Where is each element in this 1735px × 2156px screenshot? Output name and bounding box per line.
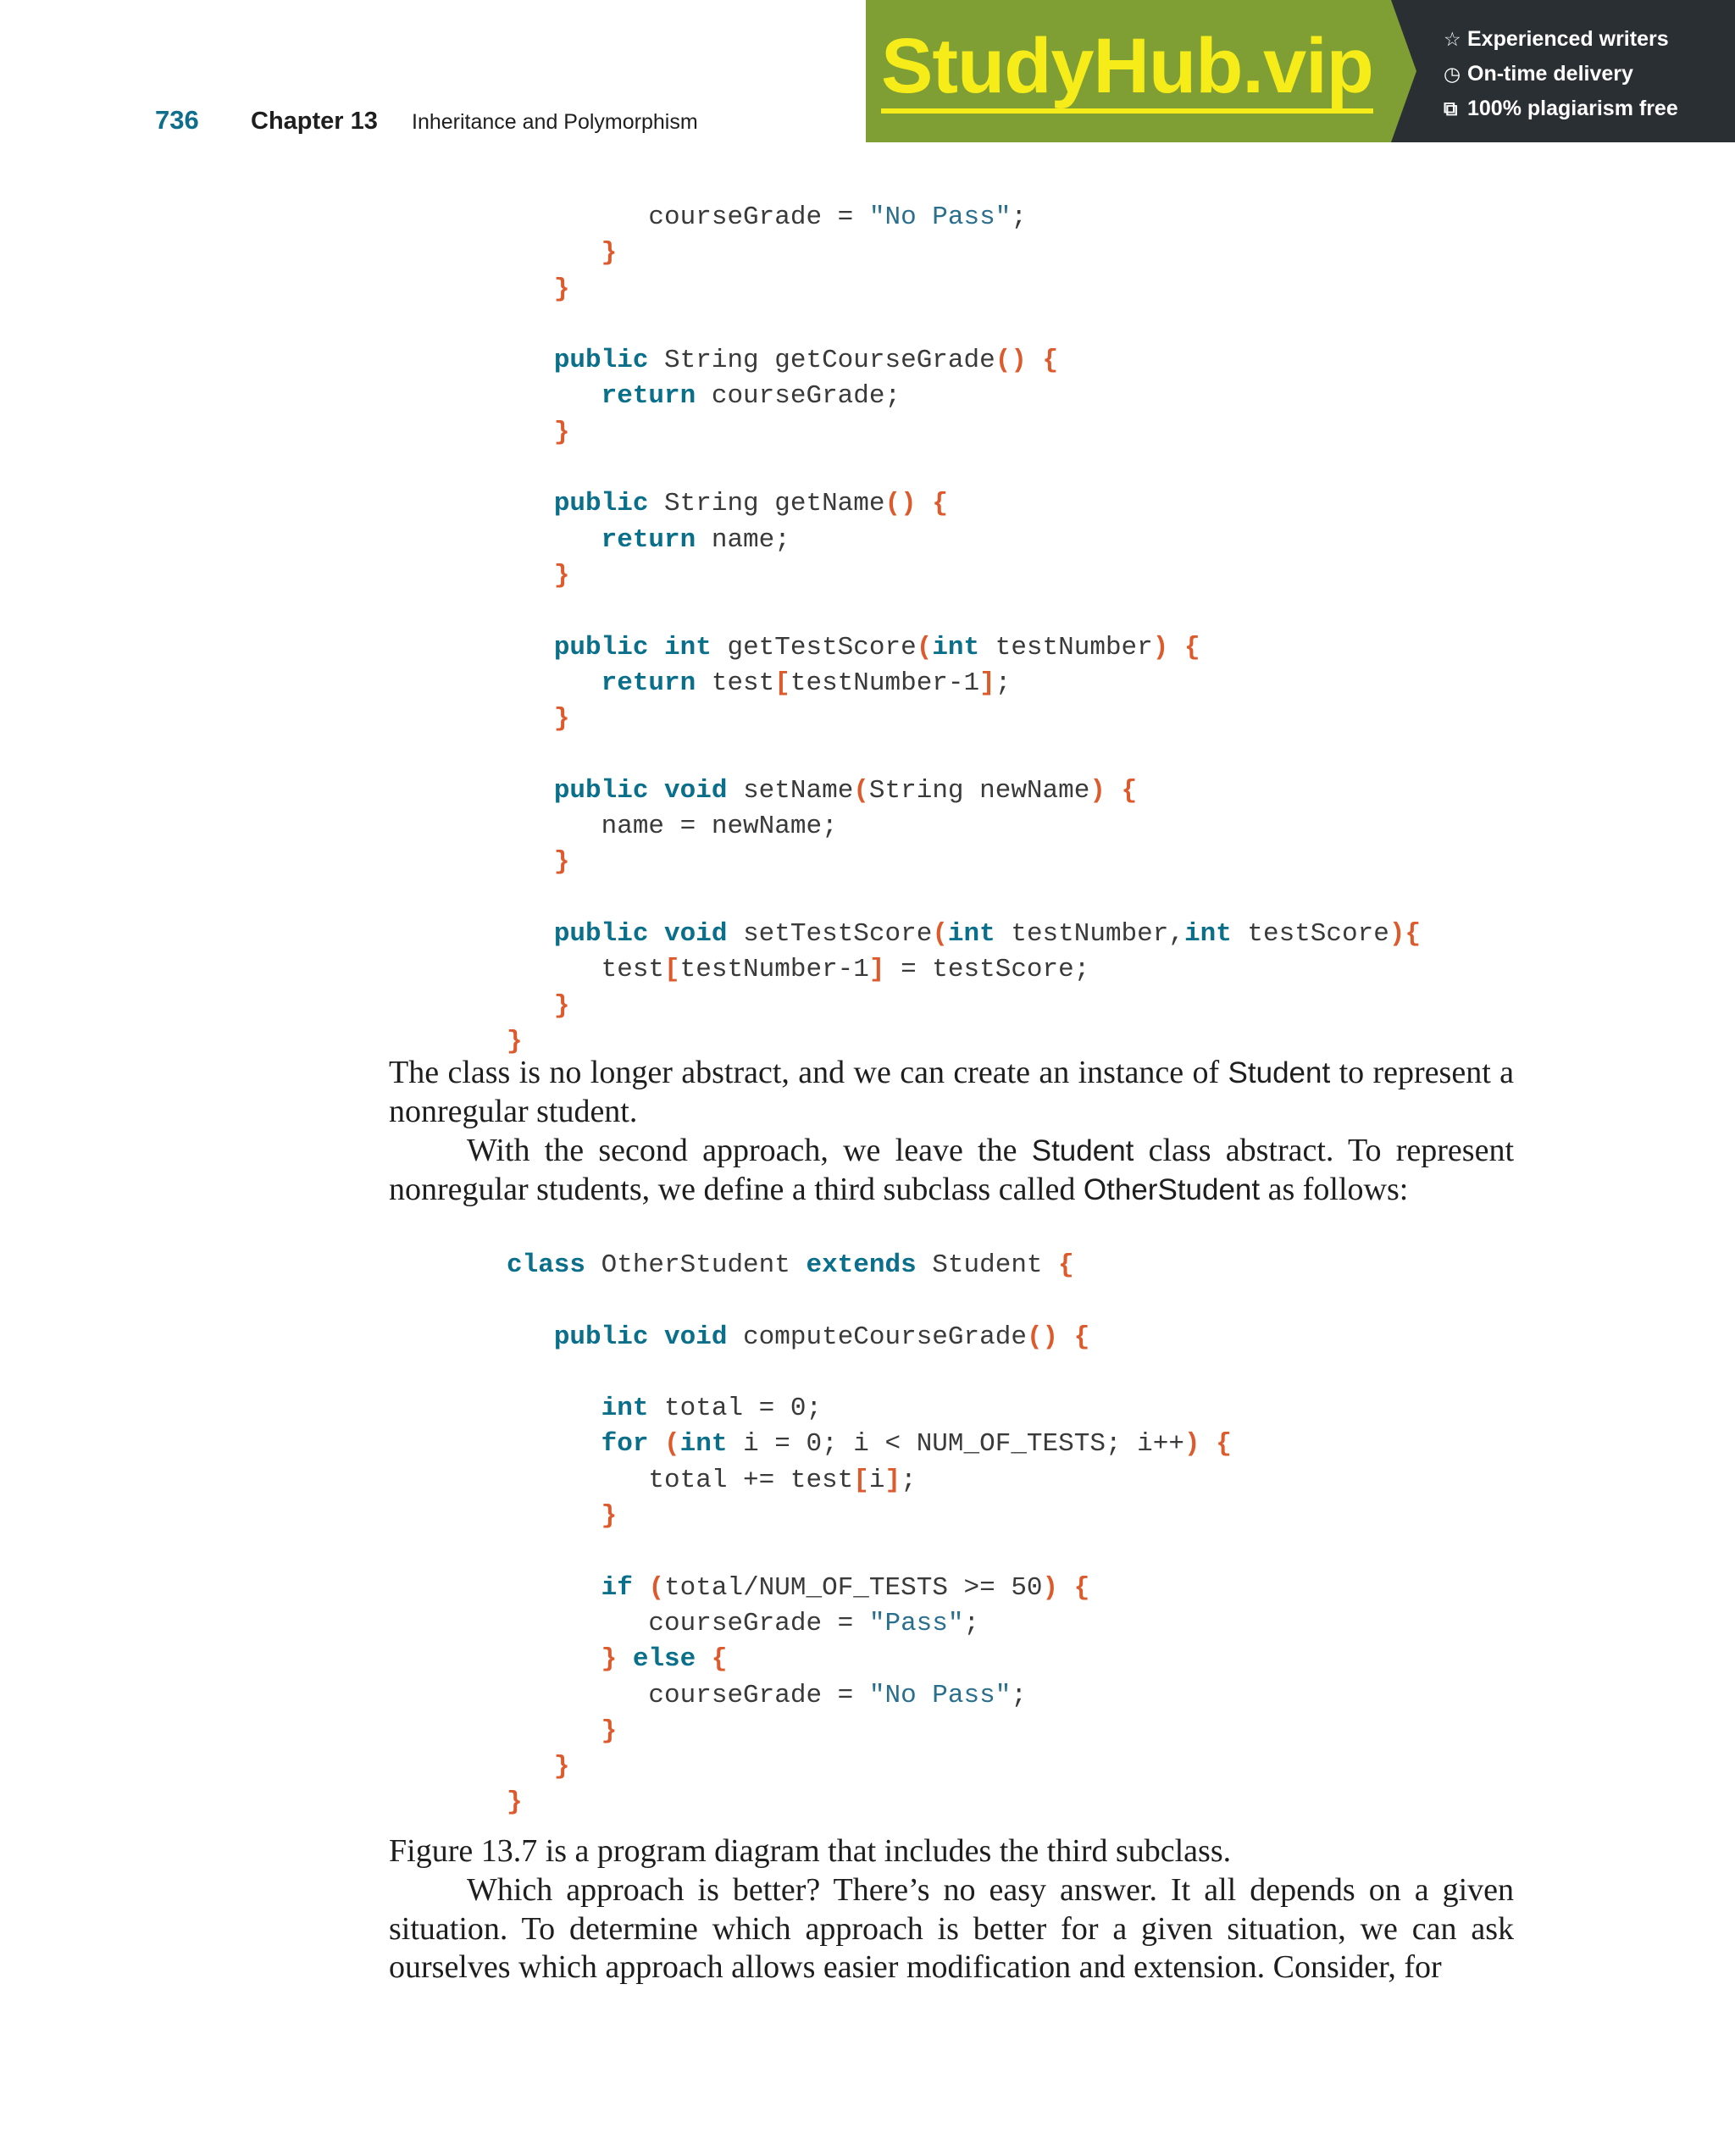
- code-line: }: [553, 274, 570, 304]
- code-line: public void computeCourseGrade() {: [553, 1322, 1090, 1352]
- code-line: }: [553, 417, 570, 447]
- body-paragraph: [389, 1054, 1514, 1131]
- code-line: return courseGrade;: [601, 381, 901, 412]
- code-line: test[testNumber-1] = testScore;: [507, 955, 1090, 985]
- code-line: name = newName;: [507, 812, 838, 842]
- code-line: courseGrade = "Pass";: [507, 1608, 980, 1638]
- code-line: public String getCourseGrade() {: [553, 346, 1059, 376]
- chapter-title: Inheritance and Polymorphism: [412, 110, 698, 134]
- chapter-label: Chapter 13: [251, 108, 378, 135]
- studyhub-logo[interactable]: StudyHub.vip: [881, 24, 1373, 114]
- code-line: courseGrade = "No Pass";: [507, 202, 1027, 232]
- clock-icon: ◷: [1444, 63, 1461, 85]
- studyhub-banner[interactable]: [866, 0, 1735, 142]
- page-number: 736: [155, 105, 199, 135]
- code-line: }: [507, 1026, 523, 1056]
- code-line: public int getTestScore(int testNumber) {: [553, 632, 1200, 662]
- paragraph-text: to represent a nonregular student.: [389, 1055, 1514, 1129]
- code-line: [507, 1534, 1232, 1570]
- body-paragraph: Which approach is better? There’s no easy answer. It all depends on a given situation. To determine which approach is better for a given situation, we can ask ourselves which approach allows easier modification and extension. Consider, for: [389, 1872, 1514, 1985]
- code-line: int total = 0;: [601, 1394, 823, 1424]
- banner-feature: [1444, 22, 1732, 57]
- code-line: public void setTestScore(int testNumber,int testScore){: [553, 918, 1422, 949]
- code-line: for (int i = 0; i < NUM_OF_TESTS; i++) {: [601, 1429, 1232, 1460]
- code-line: [507, 451, 1421, 486]
- code-line: return test[testNumber-1];: [601, 668, 1012, 698]
- code-line: }: [601, 238, 618, 269]
- banner-feature-text: Experienced writers: [1467, 27, 1669, 51]
- code-line: }: [553, 990, 570, 1021]
- code-line: public String getName() {: [553, 489, 948, 519]
- code-line: [507, 881, 1421, 917]
- code-line: [507, 594, 1421, 629]
- star-icon: ☆: [1444, 28, 1461, 50]
- inline-code: OtherStudent: [1083, 1172, 1261, 1206]
- banner-feature-text: 100% plagiarism free: [1467, 97, 1678, 120]
- code-line: public void setName(String newName) {: [553, 775, 1138, 806]
- copy-icon: ⧉: [1444, 97, 1458, 119]
- code-listing-student: [507, 200, 1421, 1060]
- banner-feature: [1444, 91, 1732, 126]
- code-line: [507, 308, 1421, 343]
- paragraph-text: The class is no longer abstract, and we can create an instance of: [389, 1055, 1228, 1090]
- banner-feature-text: On-time delivery: [1467, 62, 1633, 86]
- code-line: }: [553, 1752, 570, 1782]
- code-line: class OtherStudent extends Student {: [507, 1250, 1074, 1280]
- code-line: }: [507, 1787, 523, 1818]
- code-line: }: [553, 560, 570, 590]
- code-line: [507, 1355, 1232, 1391]
- paragraph-text: as follows:: [1260, 1171, 1409, 1207]
- banner-feature: [1444, 57, 1732, 91]
- code-listing-otherstudent: [507, 1248, 1232, 1821]
- code-line: }: [553, 704, 570, 734]
- inline-code: Student: [1031, 1134, 1134, 1167]
- code-line: if (total/NUM_OF_TESTS >= 50) {: [601, 1572, 1090, 1603]
- code-line: }: [553, 847, 570, 878]
- paragraph-text: With the second approach, we leave the: [467, 1133, 1032, 1168]
- running-header: [155, 105, 698, 139]
- code-line: return name;: [601, 524, 790, 555]
- body-paragraph: [389, 1132, 1514, 1209]
- inline-code: Student: [1228, 1056, 1331, 1089]
- code-line: [507, 737, 1421, 773]
- code-line: }: [601, 1715, 618, 1746]
- paragraph-text: class abstract. To represent nonregular students, we define a third subclass called: [389, 1133, 1514, 1207]
- code-line: [507, 1283, 1232, 1319]
- code-line: courseGrade = "No Pass";: [507, 1680, 1027, 1710]
- code-line: } else {: [601, 1644, 728, 1675]
- banner-features: [1444, 22, 1732, 126]
- code-line: }: [601, 1501, 618, 1532]
- body-paragraph: Figure 13.7 is a program diagram that includes the third subclass.: [389, 1833, 1232, 1869]
- code-line: total += test[i];: [507, 1465, 917, 1495]
